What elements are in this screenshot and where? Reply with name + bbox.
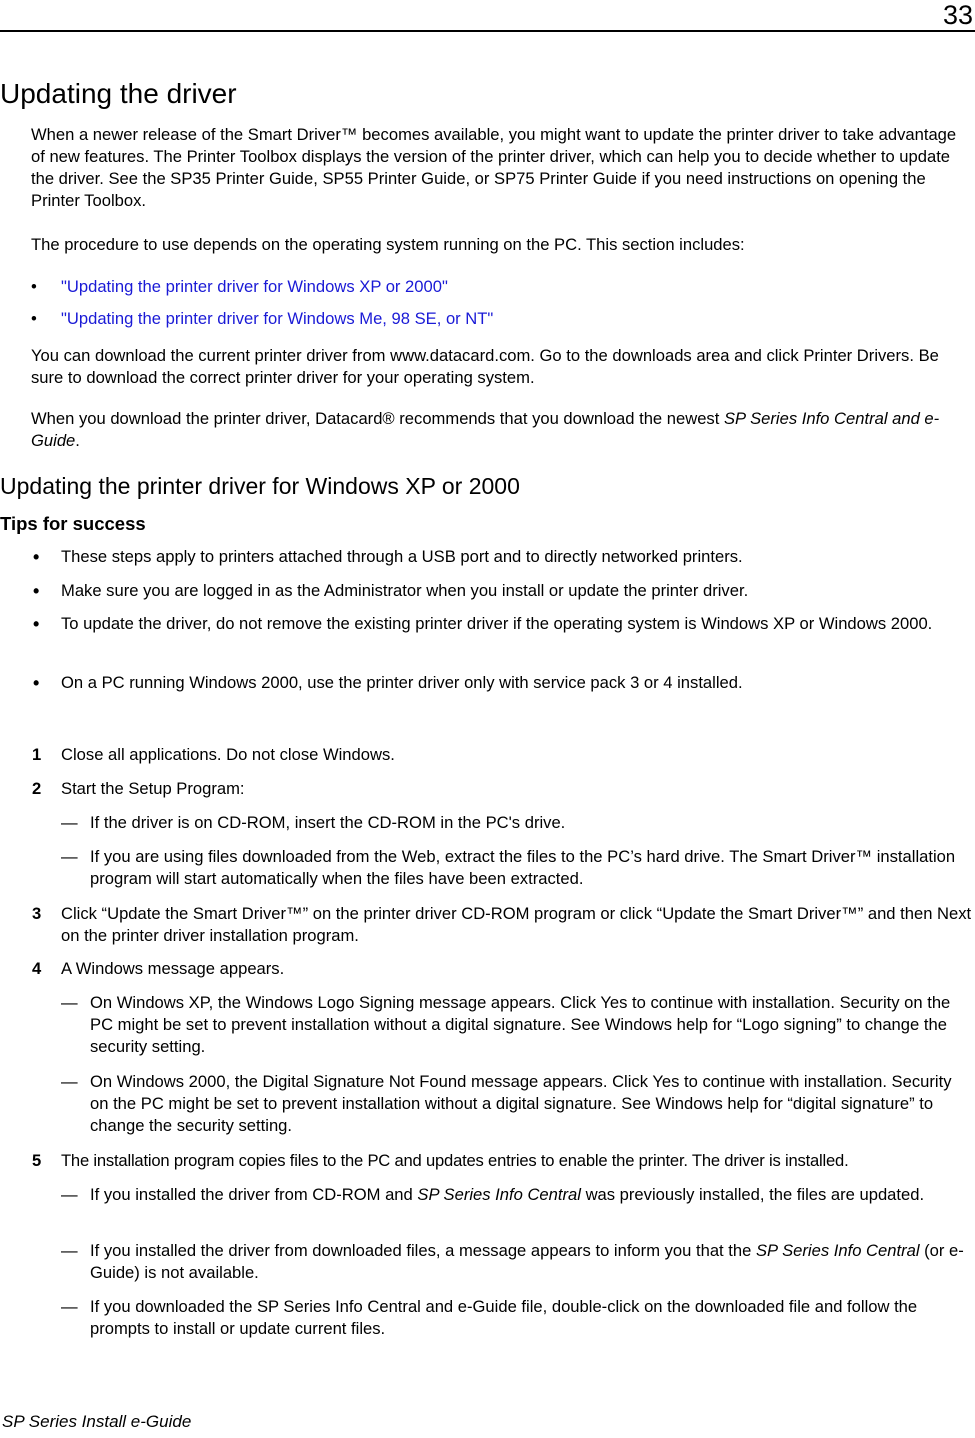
sub-emphasis: SP Series Info Central <box>417 1185 581 1204</box>
step-4-sub-a: On Windows XP, the Windows Logo Signing message appears. Click Yes to continue with installation. Security on the PC might be set to prevent installation without a digital signature. See Windows help for “Logo signing” to change the security setting. <box>90 993 951 1056</box>
link-windows-me-98-nt[interactable]: "Updating the printer driver for Windows Me, 98 SE, or NT" <box>61 309 494 328</box>
download-paragraph: You can download the current printer driver from www.datacard.com. Go to the downloads area and click Printer Drivers. Be sure to download the correct printer driver for your operating system. <box>31 346 939 387</box>
tips-heading: Tips for success <box>0 513 146 534</box>
page-title: Updating the driver <box>0 78 237 109</box>
step-number: 1 <box>32 745 42 764</box>
header-rule <box>0 30 975 32</box>
step-number: 4 <box>32 959 42 978</box>
step-1: Close all applications. Do not close Windows. <box>61 745 395 764</box>
recommend-paragraph <box>31 408 971 452</box>
tip-item: Make sure you are logged in as the Administrator when you install or update the printer driver. <box>61 581 749 600</box>
step-2-sub-a: If the driver is on CD-ROM, insert the CD-ROM in the PC's drive. <box>90 813 566 832</box>
step-number: 2 <box>32 779 42 798</box>
sub-text: If you installed the driver from downloaded files, a message appears to inform you that the <box>90 1241 756 1260</box>
section-heading: Updating the printer driver for Windows XP or 2000 <box>0 473 520 499</box>
intro-paragraph-1: When a newer release of the Smart Driver™ becomes available, you might want to update the printer driver to take advantage of new features. The Printer Toolbox displays the version of the printer driver, which can help you to decide whether to update the driver. See the SP35 Printer Guide, SP55 Printer Guide, or SP75 Printer Guide if you need instructions on opening the Printer Toolbox. <box>31 125 957 210</box>
tip-item: To update the driver, do not remove the existing printer driver if the operating system is Windows XP or Windows 2000. <box>61 614 933 633</box>
bullet-icon: • <box>33 581 40 601</box>
recommend-text: When you download the printer driver, Datacard® recommends that you download the newest <box>31 409 724 428</box>
bullet-icon: • <box>33 614 40 634</box>
recommend-emphasis: SP Series Info Central and e-Guide <box>31 409 940 450</box>
step-4: A Windows message appears. <box>61 959 285 978</box>
step-4-sub-b: On Windows 2000, the Digital Signature Not Found message appears. Click Yes to continue with installation. Security on the PC might be set to prevent installation without a digital signature. See Windows help for “digital signature” to change the security setting. <box>90 1072 952 1135</box>
step-5-sub-c: If you downloaded the SP Series Info Central and e-Guide file, double-click on the downloaded file and follow the prompts to install or update current files. <box>90 1297 918 1338</box>
sub-emphasis: SP Series Info Central <box>755 1241 920 1260</box>
sub-text: If you installed the driver from CD-ROM and <box>90 1185 418 1204</box>
tip-item: On a PC running Windows 2000, use the printer driver only with service pack 3 or 4 installed. <box>61 673 743 692</box>
bullet-icon: • <box>33 547 40 567</box>
step-5-sub-a <box>90 1184 973 1206</box>
sub-text: was previously installed, the files are updated. <box>580 1185 925 1204</box>
dash-icon: — <box>61 1241 78 1260</box>
sub-text: (or e-Guide) is not available. <box>90 1241 964 1282</box>
page-number: 33 <box>942 0 973 30</box>
dash-icon: — <box>61 993 78 1012</box>
dash-icon: — <box>61 847 78 866</box>
footer-title: SP Series Install e-Guide <box>2 1412 192 1431</box>
step-number: 3 <box>32 904 42 923</box>
link-windows-xp-2000[interactable]: "Updating the printer driver for Windows XP or 2000" <box>61 277 448 296</box>
recommend-end: . <box>75 431 80 450</box>
dash-icon: — <box>61 1072 78 1091</box>
dash-icon: — <box>61 1297 78 1316</box>
bullet-icon: • <box>31 277 37 296</box>
bullet-icon: • <box>33 673 40 693</box>
dash-icon: — <box>61 1185 78 1204</box>
step-3: Click “Update the Smart Driver™” on the printer driver CD-ROM program or click “Update the Smart Driver™” and then Next on the printer driver installation program. <box>61 904 972 945</box>
step-5-sub-b <box>90 1240 973 1284</box>
bullet-icon: • <box>31 309 37 328</box>
step-2-sub-b: If you are using files downloaded from the Web, extract the files to the PC’s hard drive. The Smart Driver™ installation program will start automatically when the files have been extracted. <box>90 847 956 888</box>
dash-icon: — <box>61 813 78 832</box>
step-number: 5 <box>32 1151 42 1170</box>
step-5: The installation program copies files to the PC and updates entries to enable the printer. The driver is installed. <box>61 1151 849 1170</box>
intro-paragraph-2: The procedure to use depends on the operating system running on the PC. This section includes: <box>31 235 745 254</box>
step-2: Start the Setup Program: <box>61 779 245 798</box>
tip-item: These steps apply to printers attached through a USB port and to directly networked printers. <box>61 547 743 566</box>
